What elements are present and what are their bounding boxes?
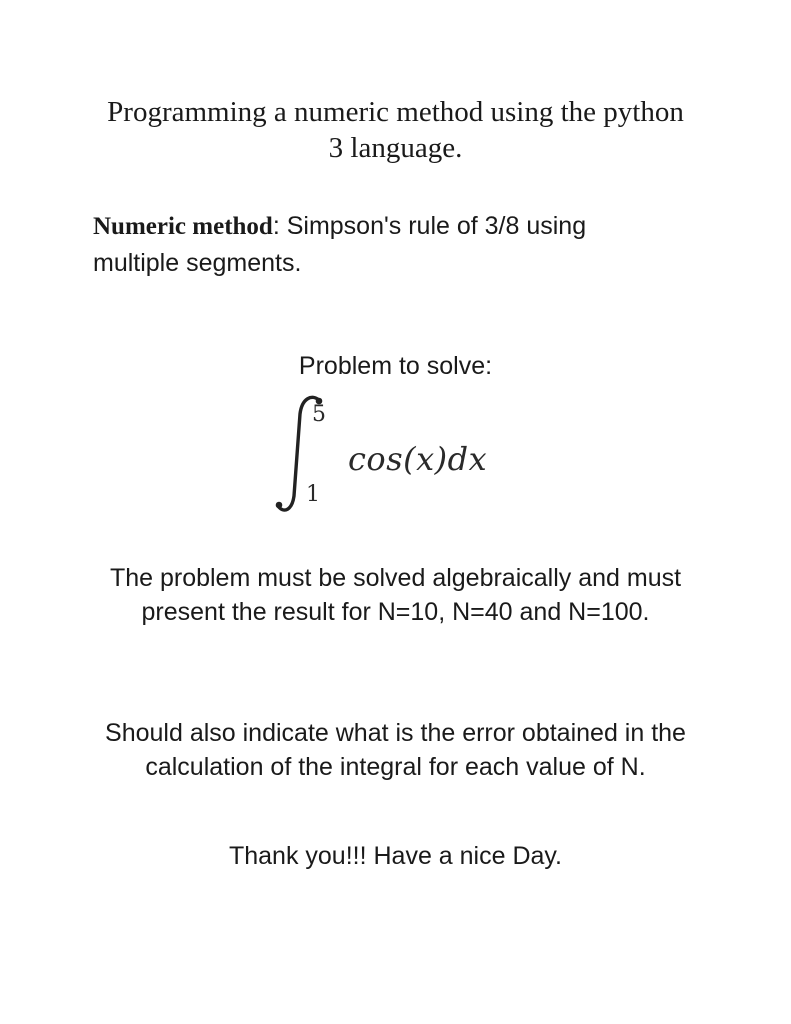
title-line-1: Programming a numeric method using the python <box>107 96 684 128</box>
title-line-2: 3 language. <box>328 132 463 164</box>
requirements-paragraph: The problem must be solved algebraically and must present the result for N=10, N=40 and N=100. <box>109 564 682 626</box>
numeric-method-label: Numeric method <box>93 213 273 240</box>
numeric-method-text: Simpson's rule of 3/8 using multiple segments. <box>93 212 587 277</box>
page-title <box>60 94 731 166</box>
integral-formula <box>270 392 530 522</box>
integral-lower-limit: 1 <box>306 482 320 507</box>
closing-text: Thank you!!! Have a nice Day. <box>228 842 563 870</box>
error-paragraph: Should also indicate what is the error obtained in the calculation of the integral for each value of N. <box>105 719 686 781</box>
integral-upper-limit: 5 <box>312 402 326 427</box>
problem-heading: Problem to solve: <box>298 352 493 380</box>
numeric-method-separator: : <box>272 212 280 240</box>
numeric-method-paragraph <box>93 208 673 282</box>
integrand: cos(x)dx <box>348 440 488 478</box>
